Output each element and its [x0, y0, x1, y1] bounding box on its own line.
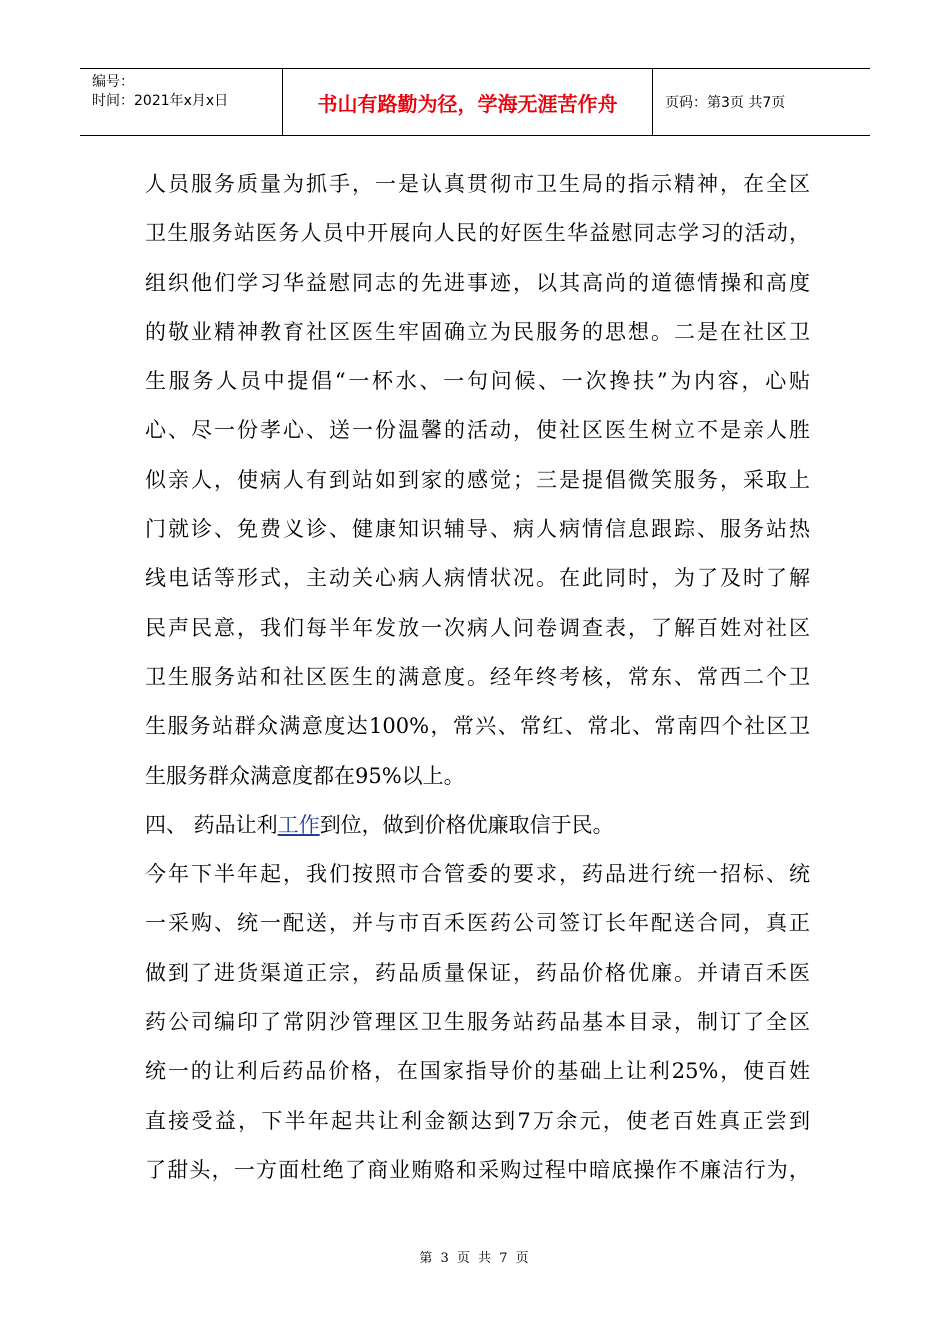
paragraph-line: 门就诊、免费义诊、健康知识辅导、病人病情信息跟踪、服务站热 — [145, 517, 810, 542]
paragraph-line: 一采购、统一配送，并与市百禾医药公司签订长年配送合同，真正 — [145, 911, 810, 936]
section-heading-suffix: 到位，做到价格优廉取信于民。 — [319, 812, 614, 837]
paragraph-line: 生服务站群众满意度达100%，常兴、常红、常北、常南四个社区卫 — [145, 714, 810, 739]
serial-number-label: 编号： — [92, 74, 134, 90]
paragraph-line: 卫生服务站和社区医生的满意度。经年终考核，常东、常西二个卫 — [145, 664, 810, 689]
paragraph-line: 生服务群众满意度都在95%以上。 — [145, 763, 465, 788]
paragraph-line: 组织他们学习华益慰同志的先进事迹，以其高尚的道德情操和高度 — [145, 270, 810, 295]
paragraph-line: 民声民意，我们每半年发放一次病人问卷调查表，了解百姓对社区 — [145, 615, 810, 640]
header-meta-cell — [80, 69, 283, 135]
header-page-info: 页码：第3页 共7页 — [665, 95, 786, 111]
paragraph-line: 直接受益，下半年起共让利金额达到7万余元，使老百姓真正尝到 — [145, 1108, 810, 1133]
paragraph-line: 的敬业精神教育社区医生牢固确立为民服务的思想。二是在社区卫 — [145, 319, 810, 344]
paragraph-line: 似亲人，使病人有到站如到家的感觉；三是提倡微笑服务，采取上 — [145, 467, 810, 492]
paragraph-line: 线电话等形式，主动关心病人病情状况。在此同时，为了及时了解 — [145, 566, 810, 591]
section-heading-link[interactable]: 工作 — [277, 812, 320, 837]
document-body — [145, 160, 810, 1195]
page-header — [80, 68, 870, 136]
page-footer: 第 3 页 共 7 页 — [419, 1251, 531, 1266]
paragraph-line: 人员服务质量为抓手，一是认真贯彻市卫生局的指示精神，在全区 — [145, 172, 810, 196]
paragraph-line: 卫生服务站医务人员中开展向人民的好医生华益慰同志学习的活动， — [145, 221, 810, 246]
date-label: 时间：2021年x月x日 — [92, 93, 229, 109]
paragraph-line: 生服务人员中提倡“一杯水、一句问候、一次搀扶”为内容，心贴 — [145, 369, 810, 394]
paragraph-line: 今年下半年起，我们按照市合管委的要求，药品进行统一招标、统 — [145, 862, 810, 887]
paragraph-line: 药公司编印了常阴沙管理区卫生服务站药品基本目录，制订了全区 — [145, 1010, 810, 1035]
paragraph-line: 了甜头，一方面杜绝了商业贿赂和采购过程中暗底操作不廉洁行为， — [145, 1157, 810, 1182]
paragraph-line: 做到了进货渠道正宗，药品质量保证，药品价格优廉。并请百禾医 — [145, 960, 810, 985]
paragraph-line: 心、尽一份孝心、送一份温馨的活动，使社区医生树立不是亲人胜 — [145, 418, 810, 443]
section-heading-prefix: 四、 药品让利 — [145, 812, 278, 837]
header-motto: 书山有路勤为径，学海无涯苦作舟 — [283, 69, 653, 135]
section-heading — [145, 801, 810, 850]
paragraph-line: 统一的让利后药品价格，在国家指导价的基础上让利25%，使百姓 — [145, 1059, 810, 1084]
